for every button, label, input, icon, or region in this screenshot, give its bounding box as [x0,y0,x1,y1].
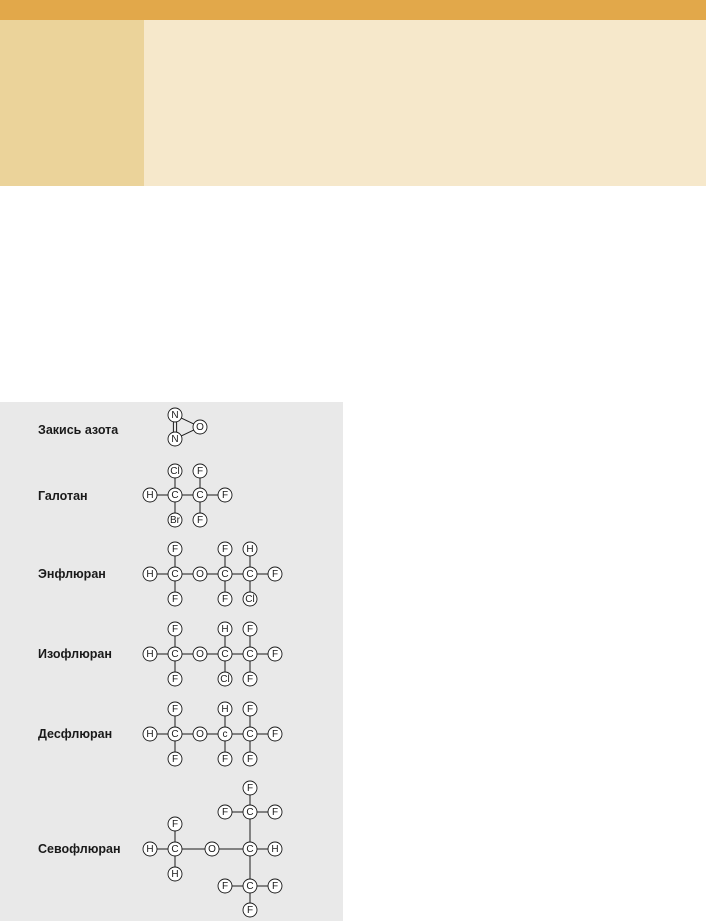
atom-f [268,647,282,661]
atom-symbol: C [221,649,229,660]
atom-f [268,727,282,741]
atom-symbol: C [246,844,254,855]
single-bond [181,418,193,424]
atom-symbol: O [196,569,204,580]
atom-c [193,488,207,502]
atom-h [218,622,232,636]
header-side-panel [0,20,144,186]
atom-symbol: C [171,490,179,501]
atom-f [218,879,232,893]
atom-symbol: F [246,754,254,765]
atom-symbol: F [271,881,279,892]
molecule-label: Изофлюран [38,647,112,661]
atom-symbol: C [246,649,254,660]
atom-f [168,672,182,686]
atom-f [218,805,232,819]
atom-symbol: O [196,649,204,660]
atom-symbol: H [146,490,154,501]
atom-symbol: O [196,729,204,740]
atom-f [218,752,232,766]
atom-symbol: C [171,729,179,740]
atom-symbol: F [246,674,254,685]
atom-f [243,702,257,716]
atom-h [143,488,157,502]
atom-symbol: H [271,844,279,855]
atom-c [243,842,257,856]
atom-f [168,592,182,606]
molecule-3 [38,622,282,686]
atom-symbol: F [221,490,229,501]
atom-symbol: N [171,434,179,445]
atom-symbol: F [246,783,254,794]
atom-o [193,420,207,434]
atom-f [243,672,257,686]
atom-symbol: O [208,844,216,855]
atom-n [168,432,182,446]
atom-symbol: C [171,569,179,580]
atom-br [168,513,182,527]
atom-f [243,781,257,795]
structural-formulas-diagram [0,402,343,921]
atom-h [243,542,257,556]
atom-cl [218,672,232,686]
atom-cl [168,464,182,478]
header-accent-bar [0,0,706,20]
atom-o [193,727,207,741]
atom-symbol: H [146,729,154,740]
atom-symbol: O [196,422,204,433]
atom-symbol: C [246,729,254,740]
atom-h [218,702,232,716]
molecule-label: Десфлюран [38,727,113,741]
atom-n [168,408,182,422]
atom-f [218,592,232,606]
molecule-0 [38,408,207,446]
atom-symbol: F [171,544,179,555]
atom-f [243,622,257,636]
atom-c [243,727,257,741]
atom-symbol: F [221,754,229,765]
atom-c [168,488,182,502]
atom-c [218,647,232,661]
atom-symbol: F [221,807,229,818]
atom-h [143,567,157,581]
molecule-2 [38,542,282,606]
atom-symbol: H [171,869,179,880]
atom-c [243,567,257,581]
atom-c [168,727,182,741]
atom-symbol: N [171,410,179,421]
atom-f [193,464,207,478]
atom-symbol: H [246,544,254,555]
atom-f [218,488,232,502]
atom-symbol: C [246,881,254,892]
atom-o [193,647,207,661]
atom-h [143,842,157,856]
atom-c [243,879,257,893]
anesthetics-structures-figure [0,402,343,921]
atom-f [268,567,282,581]
molecule-4 [38,702,282,766]
atom-f [218,542,232,556]
atom-symbol: F [221,881,229,892]
atom-f [268,879,282,893]
atom-symbol: F [221,594,229,605]
atom-symbol: C [171,649,179,660]
molecule-label: Севофлюран [38,842,121,856]
atom-h [143,647,157,661]
atom-symbol: F [171,819,179,830]
atom-symbol: c [222,729,228,740]
molecule-1 [38,464,232,527]
molecule-label: Закись азота [38,423,119,437]
atom-c [243,805,257,819]
atom-f [268,805,282,819]
atom-symbol: C [246,569,254,580]
atom-f [168,702,182,716]
atom-f [168,752,182,766]
atom-f [193,513,207,527]
atom-symbol: Cl [220,674,230,685]
header-panel [0,20,706,186]
atom-symbol: F [271,807,279,818]
atom-symbol: H [146,844,154,855]
molecule-label: Энфлюран [38,567,106,581]
atom-c [218,567,232,581]
atom-f [243,903,257,917]
atom-symbol: F [171,674,179,685]
atom-h [143,727,157,741]
atom-f [243,752,257,766]
atom-cl [243,592,257,606]
molecule-label: Галотан [38,489,88,503]
atom-symbol: H [221,624,229,635]
atom-c [168,842,182,856]
atom-symbol: F [246,704,254,715]
atom-symbol: H [146,569,154,580]
atom-symbol: F [171,704,179,715]
atom-f [168,542,182,556]
atom-symbol: C [171,844,179,855]
atom-symbol: Cl [245,594,255,605]
molecule-5 [38,781,282,917]
atom-f [168,622,182,636]
atom-c [218,727,232,741]
atom-symbol: F [246,624,254,635]
atom-symbol: F [271,649,279,660]
atom-c [168,647,182,661]
atom-o [193,567,207,581]
atom-symbol: F [171,594,179,605]
atom-symbol: F [171,754,179,765]
atom-c [168,567,182,581]
atom-symbol: C [221,569,229,580]
atom-symbol: F [271,729,279,740]
atom-symbol: C [246,807,254,818]
atom-c [243,647,257,661]
atom-symbol: C [196,490,204,501]
atom-symbol: H [221,704,229,715]
atom-symbol: F [221,544,229,555]
atom-f [168,817,182,831]
atom-symbol: F [171,624,179,635]
atom-symbol: F [271,569,279,580]
atom-symbol: Cl [170,466,180,477]
atom-symbol: F [196,515,204,526]
atom-o [205,842,219,856]
atom-h [268,842,282,856]
atom-symbol: H [146,649,154,660]
atom-symbol: Br [170,515,180,526]
atom-symbol: F [246,905,254,916]
atom-h [168,867,182,881]
single-bond [181,430,193,436]
atom-symbol: F [196,466,204,477]
